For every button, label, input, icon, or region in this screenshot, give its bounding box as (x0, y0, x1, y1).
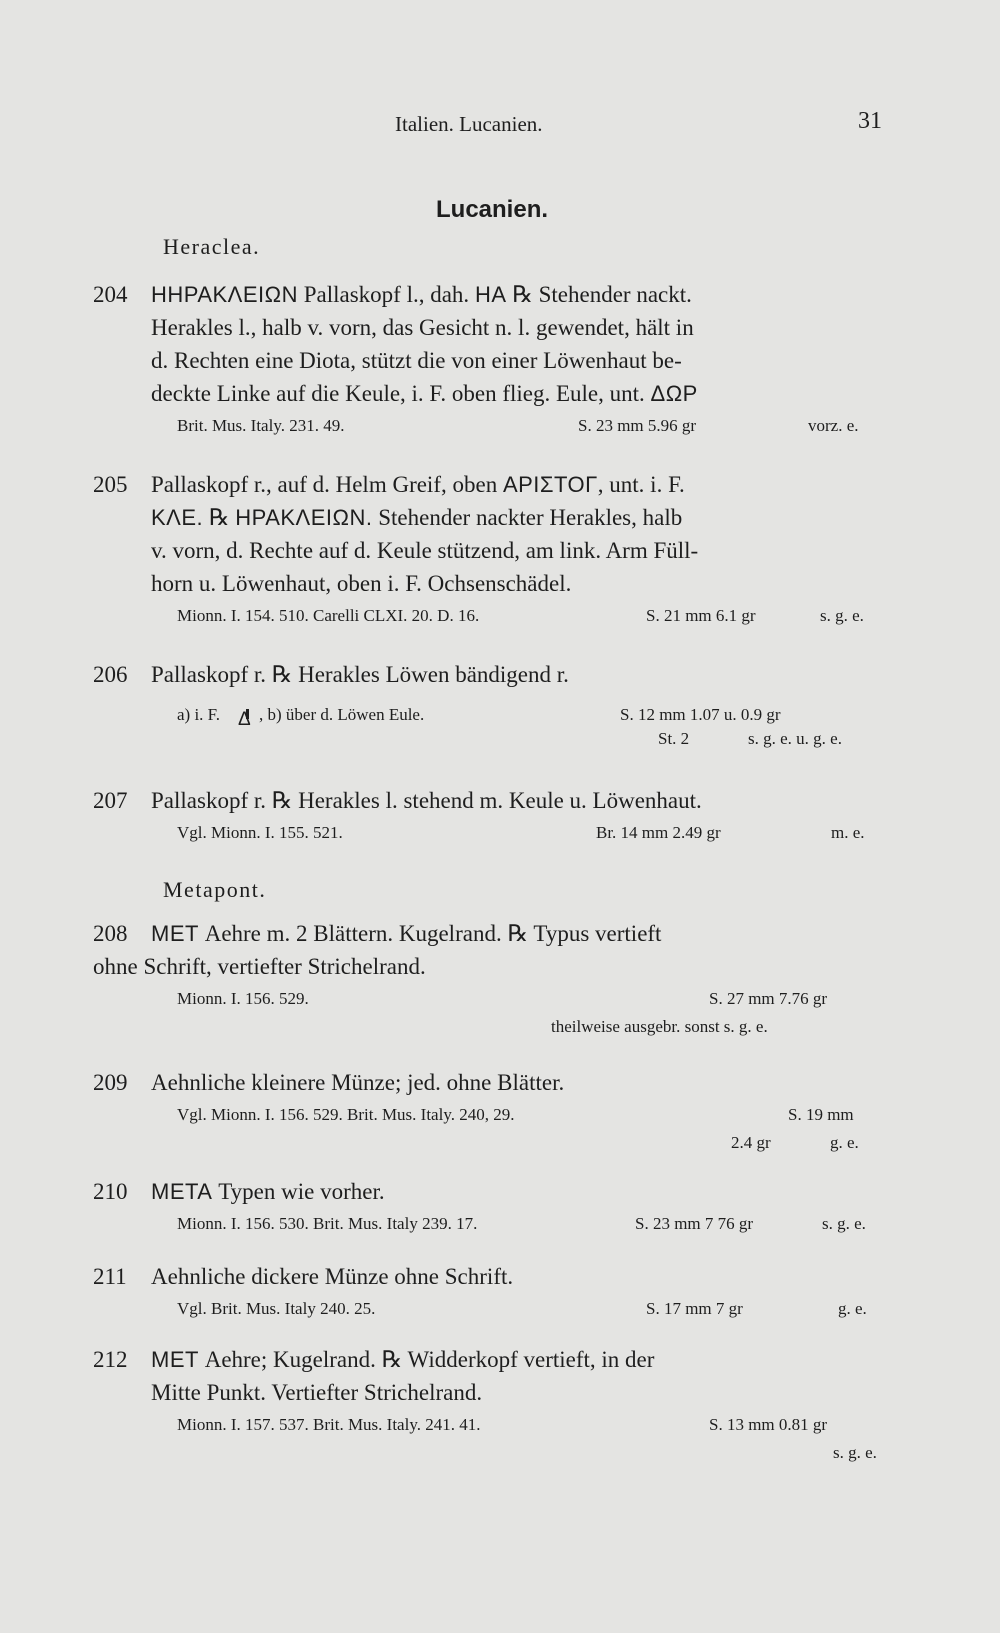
entry-line (93, 377, 883, 410)
condition: s. g. e. (820, 606, 864, 625)
entry-number: 205 (93, 472, 128, 497)
section-title: Lucanien. (436, 196, 549, 223)
size-weight: S. 21 mm 6.1 gr (646, 606, 756, 625)
size-weight: S. 12 mm 1.07 u. 0.9 gr (620, 705, 781, 724)
condition: vorz. e. (808, 416, 859, 435)
catalog-entry-206 (93, 658, 883, 747)
size-weight: S. 13 mm 0.81 gr (709, 1415, 828, 1434)
entry-number: 204 (93, 282, 128, 307)
page-number: 31 (858, 108, 882, 134)
condition: m. e. (831, 823, 865, 842)
entry-weight-line (93, 1131, 883, 1159)
size: S. 19 mm (788, 1105, 854, 1124)
entry-text: Aehnliche dickere Münze ohne Schrift. (151, 1264, 514, 1289)
entry-text: Pallaskopf r., auf d. Helm Greif, oben (151, 472, 503, 497)
entry-number: 212 (93, 1347, 128, 1372)
entry-line (93, 1343, 883, 1376)
reference: Mionn. I. 154. 510. Carelli CLXI. 20. D. 16. (177, 606, 480, 625)
entry-note-line (93, 1015, 883, 1043)
entry-number: 211 (93, 1264, 127, 1289)
entry-number: 206 (93, 662, 128, 687)
entry-reference-line (93, 1099, 883, 1131)
running-head: Italien. Lucanien. (395, 112, 543, 136)
catalog-entry-211 (93, 1260, 883, 1325)
coin-legend: ΑΡΙΣΤΟΓ (502, 472, 598, 497)
entry-text: ℞ (203, 505, 236, 530)
coin-legend: ΚΛΕ. (151, 505, 204, 530)
entry-line: Herakles l., halb v. vorn, das Gesicht n. l. gewendet, hält in (151, 315, 694, 340)
entry-line: d. Rechten eine Diota, stützt die von einer Löwenhaut be- (151, 348, 682, 373)
entry-number: 208 (93, 921, 128, 946)
entry-text: Pallaskopf l., dah. (297, 282, 475, 307)
condition: g. e. (830, 1133, 859, 1152)
entry-line (93, 917, 883, 950)
condition: s. g. e. u. g. e. (748, 729, 842, 748)
delta-letter: Δ (238, 709, 251, 730)
entry-reference-line (93, 817, 883, 849)
entry-text: Typen wie vorher. (212, 1179, 385, 1204)
size-weight: S. 27 mm 7.76 gr (709, 989, 828, 1008)
subhead-metapont: Metapont. (163, 877, 267, 902)
reference: Mionn. I. 156. 530. Brit. Mus. Italy 239. 17. (177, 1214, 478, 1233)
entry-text: Aehre; Kugelrand. ℞ Widderkopf vertieft, in der (198, 1347, 655, 1372)
entry-text: Pallaskopf r. ℞ Herakles l. stehend m. Keule u. Löwenhaut. (151, 788, 702, 813)
entry-line: v. vorn, d. Rechte auf d. Keule stützend, am link. Arm Füll- (151, 538, 699, 563)
entry-text: Pallaskopf r. ℞ Herakles Löwen bändigend r. (151, 662, 569, 687)
size-weight: S. 17 mm 7 gr (646, 1299, 743, 1318)
entry-reference-line (93, 691, 883, 747)
reference: Brit. Mus. Italy. 231. 49. (177, 416, 345, 435)
catalog-entry-204 (93, 278, 883, 442)
entry-text: Aehnliche kleinere Münze; jed. ohne Blätter. (151, 1070, 565, 1095)
entry-reference-line (93, 1293, 883, 1325)
entry-line: horn u. Löwenhaut, oben i. F. Ochsenschädel. (151, 571, 572, 596)
entry-text: Stehender nackter Herakles, halb (372, 505, 683, 530)
catalog-entry-212 (93, 1343, 883, 1469)
entry-condition-line (93, 1441, 883, 1469)
catalog-entry-210 (93, 1175, 883, 1240)
coin-legend: ΗΑ (474, 282, 507, 307)
coin-legend: ΗΡΑΚΛΕΙΩΝ. (235, 505, 373, 530)
reference: Vgl. Mionn. I. 156. 529. Brit. Mus. Italy. 240, 29. (177, 1105, 515, 1124)
catalog-entry-208 (93, 917, 883, 1043)
catalog-entry-209 (93, 1066, 883, 1159)
size-weight: St. 2 (658, 729, 690, 748)
coin-legend: ΗΗΡΑΚΛΕΙΩΝ (151, 282, 298, 307)
entry-reference-line (93, 1208, 883, 1240)
entry-text: , unt. i. F. (597, 472, 685, 497)
reference: Mionn. I. 156. 529. (177, 989, 309, 1008)
coin-legend: ΜΕΤ (151, 1347, 199, 1372)
entry-number: 207 (93, 788, 128, 813)
weight: 2.4 gr (731, 1133, 771, 1152)
coin-legend: ΜΕΤΑ (151, 1179, 213, 1204)
catalog-entry-207 (93, 784, 883, 849)
entry-reference-line (93, 983, 883, 1015)
entry-line (93, 1175, 883, 1208)
entry-reference-line (93, 600, 883, 632)
reference: , b) über d. Löwen Eule. (259, 705, 425, 724)
entry-line: Mitte Punkt. Vertiefter Strichelrand. (151, 1380, 483, 1405)
entry-reference-line (93, 1409, 883, 1441)
size-weight: S. 23 mm 7 76 gr (635, 1214, 754, 1233)
entry-reference-line (93, 410, 883, 442)
entry-text: deckte Linke auf die Keule, i. F. oben flieg. Eule, unt. (151, 381, 651, 406)
entry-text: Aehre m. 2 Blättern. Kugelrand. ℞ Typus vertieft (198, 921, 662, 946)
catalog-entry-205 (93, 468, 883, 632)
entry-line: ohne Schrift, vertiefter Strichelrand. (93, 954, 426, 979)
entry-line (93, 1260, 883, 1293)
entry-line (93, 658, 883, 691)
condition-note: theilweise ausgebr. sonst s. g. e. (551, 1017, 768, 1036)
size-weight: Br. 14 mm 2.49 gr (596, 823, 721, 842)
entry-line (93, 501, 883, 534)
reference: a) i. F. (177, 705, 221, 724)
entry-text: ℞ Stehender nackt. (506, 282, 692, 307)
entry-line (93, 1066, 883, 1099)
reference: Mionn. I. 157. 537. Brit. Mus. Italy. 241. 41. (177, 1415, 481, 1434)
subhead-heraclea: Heraclea. (163, 234, 261, 259)
coin-legend: ΔΩΡ (650, 381, 698, 406)
condition: g. e. (838, 1299, 867, 1318)
entry-line (93, 278, 883, 311)
entry-number: 210 (93, 1179, 128, 1204)
entry-line (93, 784, 883, 817)
delta-monogram (236, 703, 260, 733)
entry-number: 209 (93, 1070, 128, 1095)
condition: s. g. e. (822, 1214, 866, 1233)
size-weight: S. 23 mm 5.96 gr (578, 416, 697, 435)
reference: Vgl. Mionn. I. 155. 521. (177, 823, 343, 842)
reference: Vgl. Brit. Mus. Italy 240. 25. (177, 1299, 376, 1318)
coin-legend: ΜΕΤ (151, 921, 199, 946)
condition: s. g. e. (833, 1443, 877, 1462)
entry-line (93, 468, 883, 501)
